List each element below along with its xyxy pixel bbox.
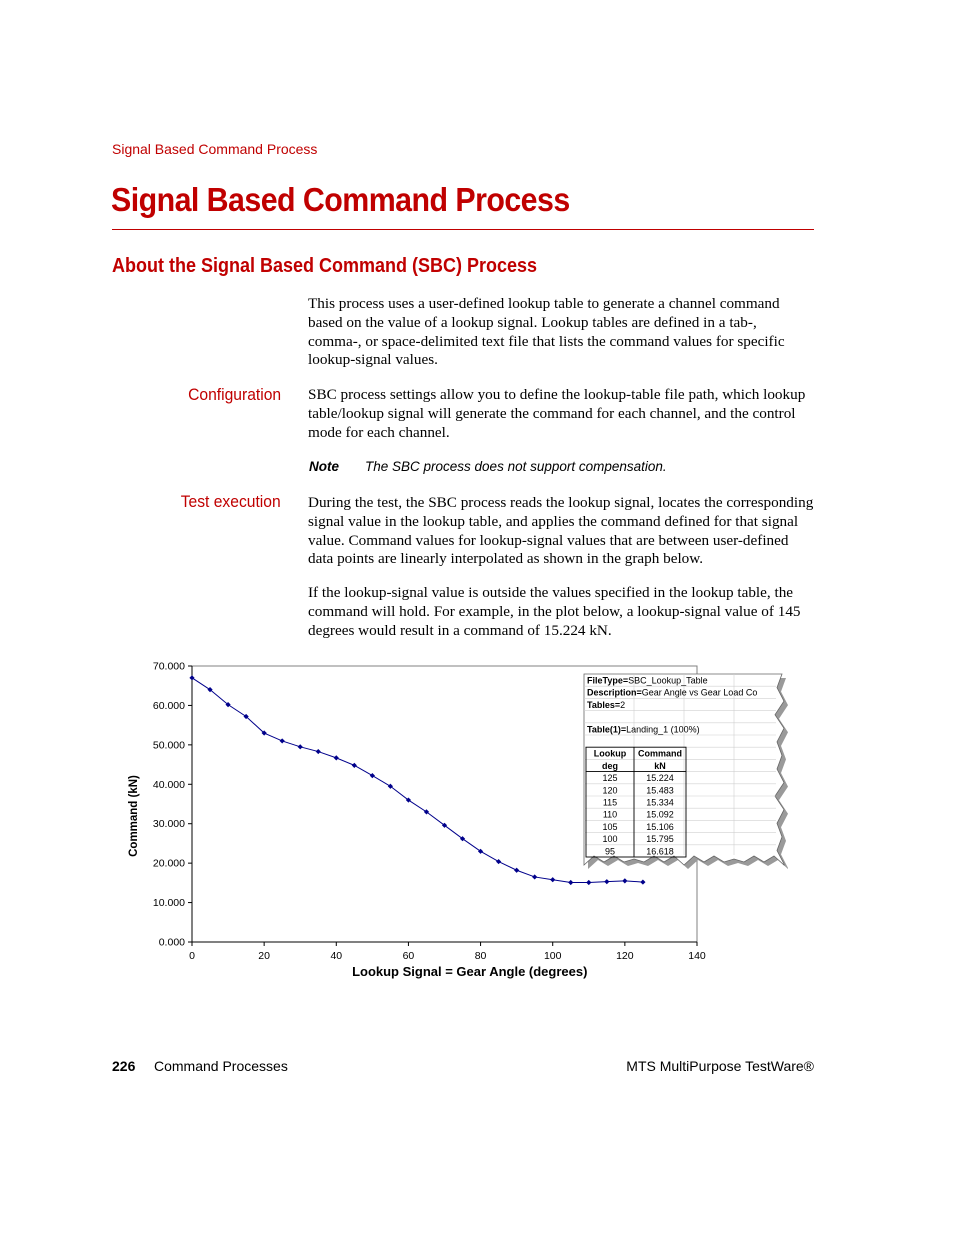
series-line	[192, 675, 643, 883]
section-heading: About the Signal Based Command (SBC) Process	[112, 255, 538, 277]
inset-text-line	[587, 688, 757, 698]
title-rule	[112, 229, 814, 230]
x-tick-label: 140	[688, 950, 706, 962]
inset-table-cell: 15.483	[646, 785, 674, 796]
breadcrumb: Signal Based Command Process	[112, 141, 318, 157]
data-point	[352, 763, 357, 768]
configuration-heading: Configuration	[187, 385, 281, 404]
inset-value: Gear Angle vs Gear Load Co	[641, 687, 758, 698]
y-axis-label: Command (kN)	[128, 775, 140, 857]
x-axis-label: Lookup Signal = Gear Angle (degrees)	[352, 964, 588, 979]
inset-value: 2	[620, 699, 626, 710]
inset-column-header: deg	[601, 760, 619, 771]
x-tick-label: 40	[330, 950, 343, 962]
data-point	[298, 744, 303, 749]
test-execution-heading: Test execution	[181, 492, 281, 511]
inset-table-cell: 100	[602, 834, 618, 845]
inset-table-cell: 120	[602, 785, 618, 796]
x-tick-label: 60	[402, 950, 415, 962]
inset-key: Table(1)=	[587, 724, 627, 735]
inset-key: Tables=	[587, 699, 621, 710]
inset-table-cell: 125	[602, 773, 618, 784]
data-point	[568, 880, 573, 885]
inset-table-cell: 95	[604, 846, 616, 857]
data-point	[280, 738, 285, 743]
inset-key: FileType=	[587, 675, 629, 686]
x-tick-label: 100	[543, 950, 562, 962]
y-tick-label: 0.000	[158, 936, 185, 949]
data-point	[586, 880, 591, 885]
y-tick-label: 70.000	[152, 660, 185, 673]
inset-value: SBC_Lookup_Table	[628, 675, 708, 686]
data-point	[640, 879, 645, 884]
y-tick-label: 20.000	[152, 857, 185, 870]
y-tick-label: 50.000	[152, 739, 185, 752]
data-point	[496, 859, 501, 864]
x-tick-label: 120	[616, 950, 634, 962]
data-point	[370, 773, 375, 778]
y-tick-label: 30.000	[152, 818, 185, 831]
test-execution-paragraph: During the test, the SBC process reads the lookup signal, locates the corresponding signal value in the lookup table, and applies the command defined for that signal value. Command values for lookup-signal values that are between user-defined data points are linearly interpolated as shown in the graph below.	[308, 494, 814, 568]
inset-text-line	[587, 700, 625, 710]
inset-table-cell: 110	[602, 809, 618, 820]
inset-table-cell: 15.224	[646, 773, 674, 784]
footer-section: Command Processes	[154, 1058, 288, 1074]
data-point	[514, 868, 519, 873]
x-tick-label: 20	[258, 950, 270, 962]
inset-value: Landing_1 (100%)	[626, 724, 700, 735]
inset-table-cell: 115	[602, 797, 618, 808]
inset-table-cell: 15.106	[646, 821, 674, 832]
y-tick-label: 10.000	[152, 897, 185, 910]
note-text: The SBC process does not support compensation.	[365, 459, 667, 474]
footer-page-number: 226	[112, 1058, 136, 1074]
data-point	[189, 675, 194, 680]
inset-column-header: Lookup	[593, 748, 627, 759]
hold-paragraph: If the lookup-signal value is outside the values specified in the lookup table, the command will hold. For example, in the plot below, a lookup-signal value of 145 degrees would result in a command of 15.224 kN.	[308, 584, 801, 639]
inset-table-cell: 105	[602, 821, 618, 832]
data-point	[604, 879, 609, 884]
data-point	[334, 755, 339, 760]
y-tick-label: 40.000	[152, 778, 185, 791]
data-point	[622, 878, 627, 883]
data-point	[532, 874, 537, 879]
inset-table-cell: 15.795	[646, 834, 674, 845]
inset-key: Description=	[587, 687, 642, 698]
data-point	[550, 877, 555, 882]
inset-table-cell: 16.618	[646, 846, 674, 857]
inset-text-line	[587, 676, 708, 686]
y-tick-label: 60.000	[152, 699, 185, 712]
command-vs-gear-angle-chart	[118, 652, 798, 987]
note-label: Note	[309, 459, 339, 474]
inset-text-line	[587, 724, 700, 734]
x-tick-label: 0	[189, 950, 195, 962]
intro-paragraph: This process uses a user-defined lookup table to generate a channel command based on the value of a lookup signal. Lookup tables are defined in a tab-, comma-, or space-delimited text file that lists the command values for specific lookup-signal values.	[308, 295, 785, 369]
data-point	[316, 749, 321, 754]
footer-product: MTS MultiPurpose TestWare®	[626, 1058, 814, 1074]
configuration-paragraph: SBC process settings allow you to define the lookup-table file path, which lookup table/lookup signal will generate the command for each channel, and the control mode for each channel.	[308, 386, 806, 441]
inset-table-cell: 15.334	[646, 797, 674, 808]
inset-table-cell: 15.092	[646, 809, 674, 820]
inset-column-header: Command	[637, 748, 683, 759]
page-title: Signal Based Command Process	[111, 181, 570, 218]
x-tick-label: 80	[474, 950, 487, 962]
inset-column-header: kN	[654, 760, 666, 771]
